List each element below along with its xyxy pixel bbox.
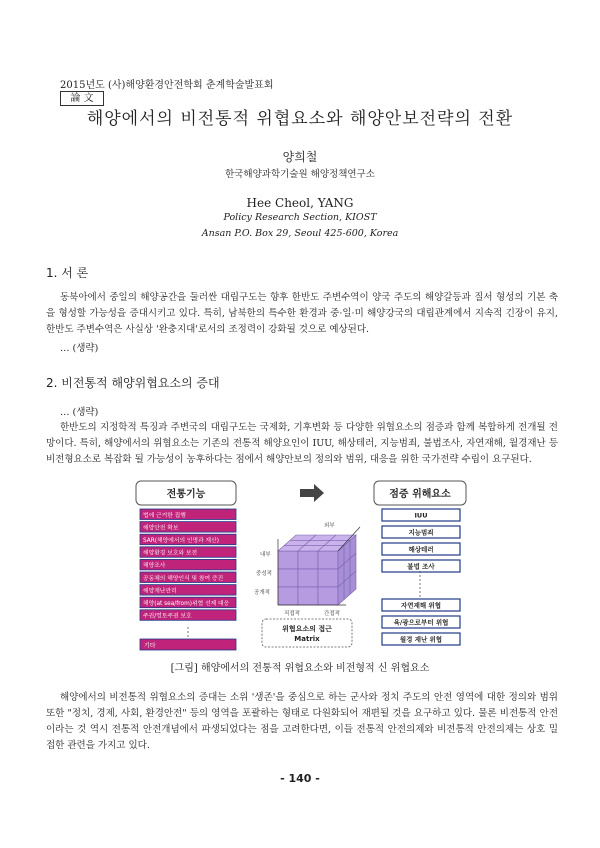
author-korean: 양희철 [282,150,318,164]
matrix-label-line1: 위협요소의 접근 [282,625,332,633]
intro-paragraph: 동북아에서 중일의 해양공간을 둘러싼 대립구도는 향후 한반도 주변수역이 양국 주도의 해양갈등과 질서 형성의 기본 축을 형성할 가능성을 증대시키고 있다. 특히, 남북한의 특수한 환경과 중·일·미 해양강국의 대립관계에서 지속적 긴장이 유지, 한반도 주변수역은 사실상 '완충지대'로서의 조정력이 강화될 것으로 예상된다. [46,292,558,335]
traditional-function-label: 해양재난관리 [143,588,177,595]
closing-paragraph: 해양에서의 비전통적 위협요소의 증대는 소위 '생존'을 중심으로 하는 군사와 정치 주도의 안전 영역에 대한 정의와 범위 또한 "정치, 경제, 사회, 환경안전" 등의 영역을 포괄하는 형태로 다원화되어 재편될 것을 요구하고 있다. 물론 비전통적 안전이라는 것 역시 전통적 안전개념에서 파생되었다는 점을 고려한다면, 이들 전통적 안전의제와 비전통적 안전의제는 상호 밀접한 관련을 가지고 있다. [46,692,558,751]
matrix-label-line2: Matrix [294,635,320,643]
affiliation-english-2: Ansan P.O. Box 29, Seoul 425-600, Korea [201,228,399,239]
traditional-function-label: 해양(at sea/from)위협 선제 대응 [143,601,230,607]
cube-cell [278,569,298,587]
cube-cell [318,587,338,605]
emerging-threat-label: 육/광으로부터 위협 [393,618,449,627]
threat-matrix-figure [128,479,480,651]
traditional-function-label: 해양환경 보호와 보전 [143,550,198,557]
cube-axis-label: 내부 [260,552,271,558]
venue-header: 2015년도 (사)해양환경안전학회 춘계학술발표회 [60,80,274,91]
emerging-threat-label: 지능범죄 [408,528,434,537]
traditional-function-label: 법에 근거한 집행 [143,512,186,519]
cube-cell [278,551,298,569]
emerging-threat-label: IUU [414,511,428,520]
section-heading-introduction: 1. 서 론 [46,266,89,280]
author-english: Hee Cheol, YANG [246,196,354,210]
cube-cell [318,569,338,587]
omission-note: … (생략) [60,407,99,418]
arrow-right-icon [300,484,324,502]
threat-cube-diagram [254,521,360,617]
emerging-threat-label: 자연재해 위협 [401,601,441,610]
traditional-function-label: 해양안전 확보 [143,525,179,532]
section-heading-threats: 2. 비전통적 해양위협요소의 증대 [46,376,220,390]
cube-cell [298,551,318,569]
affiliation-english-1: Policy Research Section, KIOST [223,212,377,223]
omission-note: … (생략) [60,343,99,354]
affiliation-korean: 한국해양과학기술원 해양정책연구소 [225,169,375,180]
cube-axis-label: 외부 [324,523,335,529]
right-header-label: 점증 위해요소 [389,489,451,500]
paper-type-badge: 論 文 [60,91,104,106]
emerging-threat-label: 월경 재난 위협 [399,635,443,644]
left-header-label: 전통기능 [166,489,206,500]
cube-axis-label: 공개적 [254,590,270,596]
threats-paragraph: 한반도의 지정학적 특징과 주변국의 대립구도는 국제화, 기후변화 등 다양한 위협요소의 점증과 함께 복합하게 전개될 전망이다. 특히, 해양에서의 위협요소는 기존의 전통적 해양요인이 IUU, 해상테러, 지능범죄, 불법조사, 자연재해, 월경재난 등 비전형요소로 복잡화 될 가능성이 농후하다는 점에서 해양안보의 정의와 범위, 대응을 위한 국가전략 수립이 요구된다. [46,422,558,465]
emerging-threat-label: 불법 조사 [407,562,435,571]
cube-axis-label: 간접적 [324,611,340,617]
cube-cell [298,569,318,587]
cube-cell [278,587,298,605]
cube-axis-label: 직접적 [284,611,300,617]
left-bottom-label: 기타 [144,642,156,650]
cube-axis-label: 중성적 [256,571,272,577]
cube-cell [298,587,318,605]
emerging-threat-label: 해상테러 [408,545,434,554]
paper-title: 해양에서의 비전통적 위협요소와 해양안보전략의 전환 [86,109,514,129]
traditional-function-label: 공동체의 해양인식 및 참여 증진 [143,575,224,582]
page-number: - 140 - [280,772,320,785]
figure-caption: [그림] 해양에서의 전통적 위협요소와 비전형적 신 위협요소 [170,663,430,674]
traditional-function-label: SAR(해양에서의 인명과 재산) [143,538,219,544]
cube-cell [318,551,338,569]
traditional-function-label: 주권/영토주권 보호 [143,613,192,620]
traditional-function-label: 해양조사 [143,563,166,570]
